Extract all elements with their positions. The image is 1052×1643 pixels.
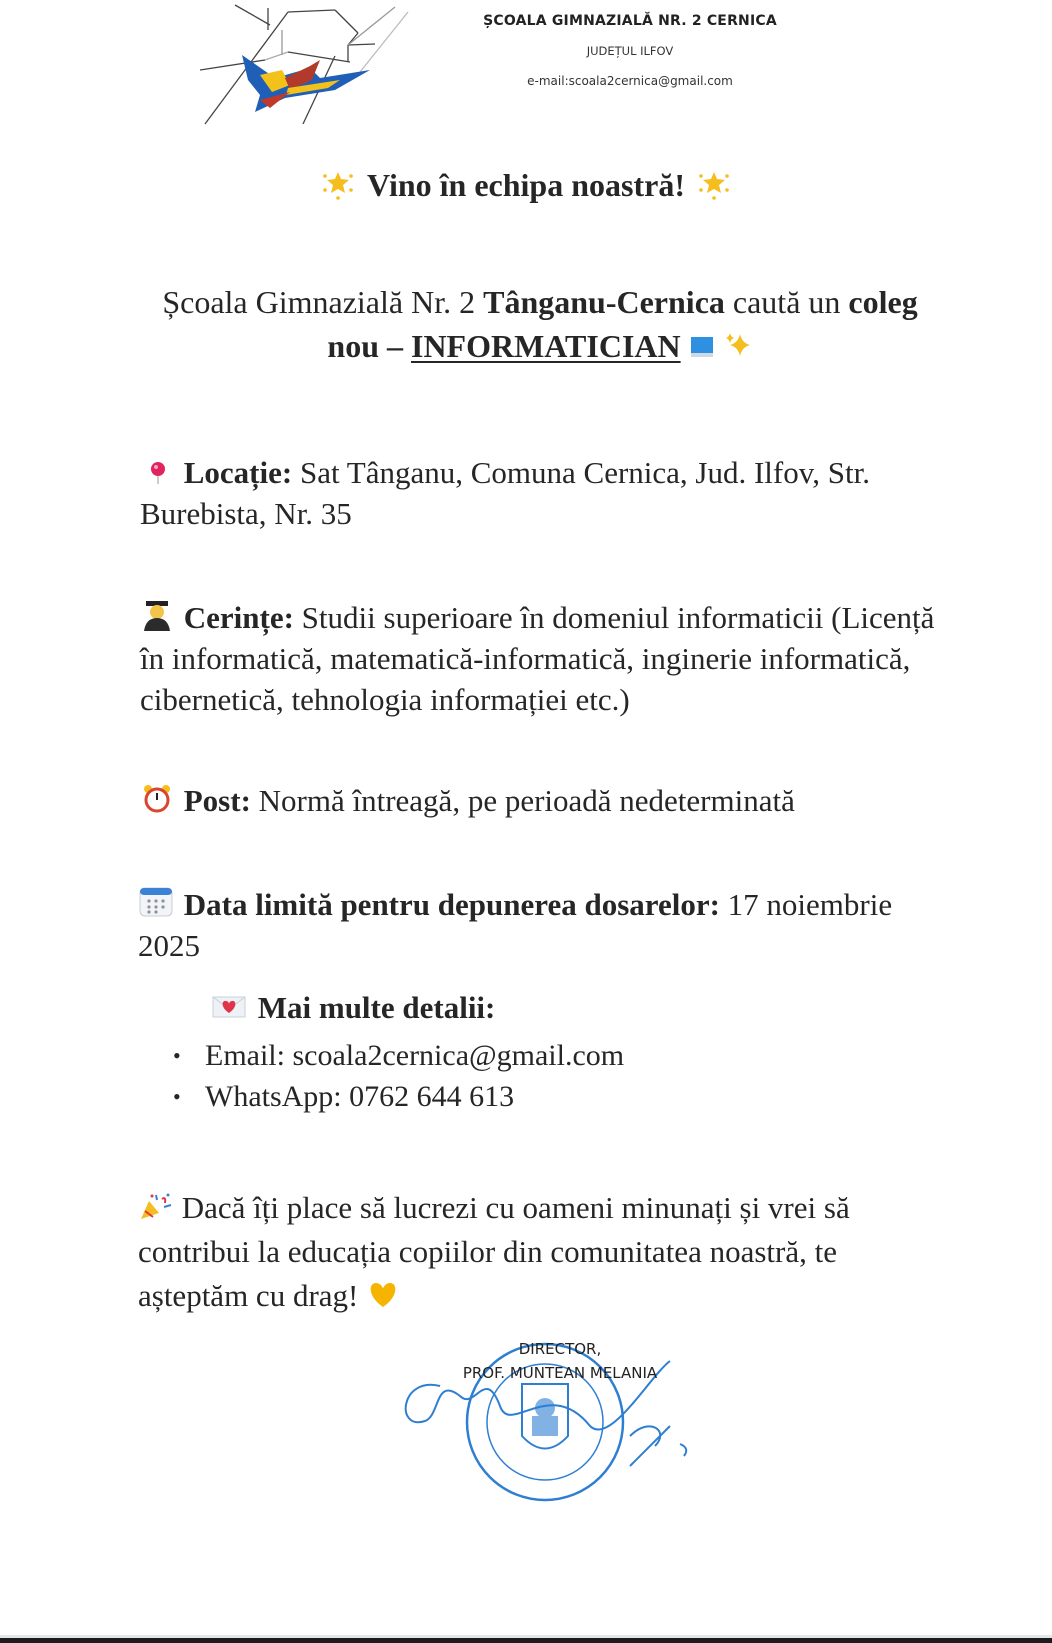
- role-title: INFORMATICIAN: [410, 328, 681, 364]
- contact-label: Email:: [205, 1039, 293, 1072]
- intro-prefix: nou –: [327, 328, 411, 364]
- requirements-section: [140, 597, 940, 720]
- deadline-label: Data limită pentru depunerea dosarelor:: [183, 887, 720, 922]
- location-label: Locație:: [183, 455, 293, 490]
- contact-whatsapp-item: [165, 1076, 624, 1117]
- requirements-value: Studii superioare în domeniul informaticii (Licență în informatică, matematică-informatică, inginerie informatică, cibernetică, tehnologia informației etc.): [140, 600, 935, 717]
- intro-school: Tânganu-Cernica: [483, 284, 725, 320]
- headline: [0, 166, 1052, 204]
- outro-paragraph: [138, 1186, 938, 1318]
- bottom-bar: [0, 1638, 1052, 1643]
- county-label: JUDEȚUL ILFOV: [586, 44, 674, 58]
- alarm-clock-icon: [140, 784, 176, 814]
- love-letter-icon: [210, 993, 250, 1021]
- graduate-icon: [140, 599, 176, 631]
- glowing-star-icon: [697, 166, 731, 200]
- computer-screen-icon: [689, 334, 715, 360]
- glowing-star-icon: [321, 166, 355, 200]
- headline-text: Vino în echipa noastră!: [367, 167, 685, 203]
- contact-label: WhatsApp:: [205, 1080, 350, 1113]
- signature-name: PROF. MUNTEAN MELANIA: [462, 1364, 658, 1382]
- location-value: Sat Tânganu, Comuna Cernica, Jud. Ilfov, Str. Burebista, Nr. 35: [140, 455, 870, 531]
- post-section: [140, 780, 940, 821]
- parrot-logo-icon: [200, 0, 430, 135]
- header-email: e-mail:scoala2cernica@gmail.com: [527, 74, 733, 88]
- post-label: Post:: [183, 783, 251, 818]
- calendar-icon: [138, 886, 176, 918]
- contact-list: [165, 1035, 624, 1117]
- intro-paragraph: [130, 280, 950, 368]
- signature-role: DIRECTOR,: [518, 1340, 602, 1358]
- yellow-heart-icon: [366, 1279, 400, 1309]
- sparkles-icon: [723, 330, 753, 360]
- deadline-section: [138, 884, 938, 966]
- intro-text: Școala Gimnazială Nr. 2: [162, 284, 484, 320]
- requirements-label: Cerințe:: [183, 600, 294, 635]
- contact-email-item: [165, 1035, 624, 1076]
- details-title: Mai multe detalii:: [257, 990, 496, 1025]
- school-name: ȘCOALA GIMNAZIALĂ NR. 2 CERNICA: [483, 13, 777, 29]
- round-pushpin-icon: [140, 460, 176, 486]
- intro-text: caută un: [724, 284, 849, 320]
- contact-whatsapp-number[interactable]: 0762 644 613: [349, 1080, 515, 1113]
- contact-email-link[interactable]: scoala2cernica@gmail.com: [292, 1039, 625, 1072]
- intro-coleg: coleg: [848, 284, 918, 320]
- deadline-value: 17 noiembrie 2025: [138, 887, 893, 963]
- details-heading: [210, 990, 495, 1026]
- location-section: [140, 452, 940, 534]
- post-value: Normă întreagă, pe perioadă nedeterminată: [250, 783, 795, 818]
- party-popper-icon: [138, 1191, 174, 1221]
- outro-text: Dacă îți place să lucrezi cu oameni minunați și vrei să contribui la educația copiilor din comunitatea noastră, te așteptăm cu drag!: [138, 1190, 850, 1313]
